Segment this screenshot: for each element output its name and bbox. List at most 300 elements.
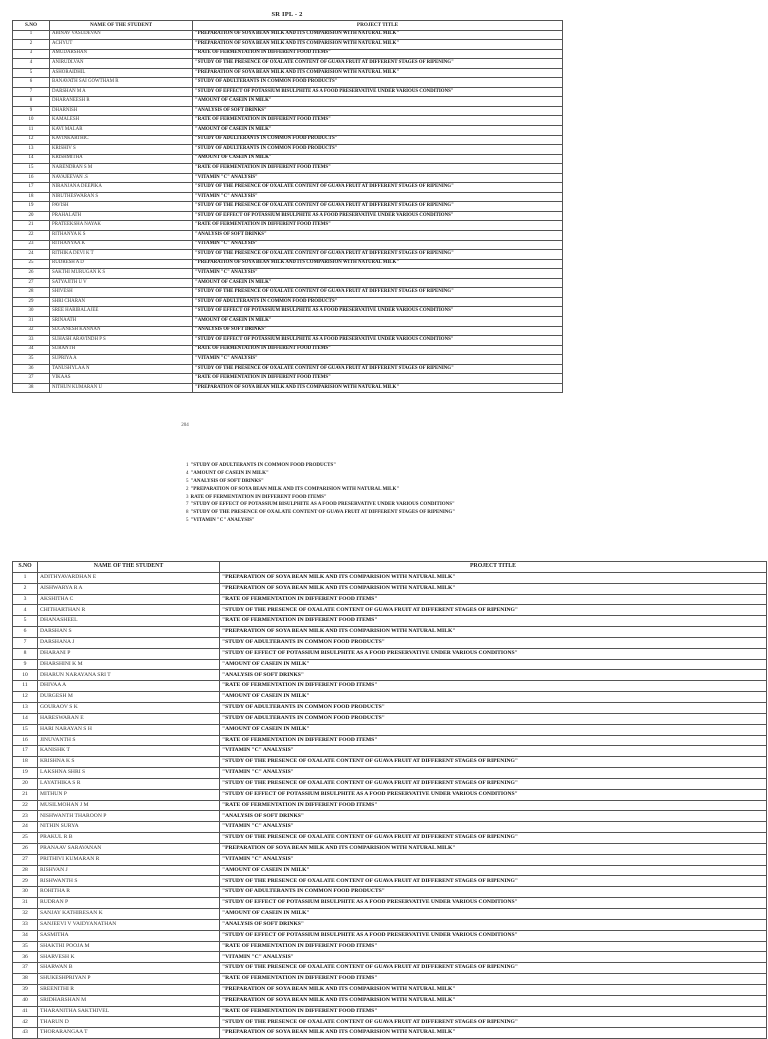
table-row	[13, 374, 563, 384]
student-name: NITHIN SURYA	[38, 822, 220, 833]
student-name: NITHUN KUMARAN U	[50, 383, 193, 393]
row-number: 24	[13, 822, 38, 833]
row-number: 4	[13, 605, 38, 616]
table-row	[13, 278, 563, 288]
student-name: SHRI CHARAN	[50, 297, 193, 307]
project-title: "RATE OF FERMENTATION IN DIFFERENT FOOD ITEMS"	[220, 594, 767, 605]
student-name: SRINAATH	[50, 316, 193, 326]
summary-line	[186, 486, 546, 494]
student-name: SHIVESH	[50, 288, 193, 298]
row-number: 19	[13, 202, 50, 212]
summary-project-title: "ANALYSIS OF SOFT DRINKS"	[190, 478, 264, 484]
table-row	[13, 192, 563, 202]
student-name: RUDRAN P	[38, 898, 220, 909]
table-row	[13, 822, 767, 833]
student-name: DHARUN NARAYANA SRI T	[38, 670, 220, 681]
row-number: 33	[13, 919, 38, 930]
row-number: 40	[13, 995, 38, 1006]
table-row	[13, 876, 767, 887]
table-header-row	[13, 562, 767, 573]
row-number: 22	[13, 231, 50, 241]
project-title: "STUDY OF THE PRESENCE OF OXALATE CONTENT OF GUAVA FRUIT AT DIFFERENT STAGES OF RIPENING"	[193, 202, 563, 212]
table-row	[13, 383, 563, 393]
row-number: 2	[13, 40, 50, 50]
table-row	[13, 930, 767, 941]
table-row	[13, 116, 563, 126]
row-number: 3	[13, 49, 50, 59]
summary-line	[186, 509, 546, 517]
student-name: SASMITHA	[38, 930, 220, 941]
table-row	[13, 1017, 767, 1028]
table-row	[13, 364, 563, 374]
row-number: 39	[13, 984, 38, 995]
summary-line	[186, 470, 546, 478]
project-title: "STUDY OF THE PRESENCE OF OXALATE CONTENT OF GUAVA FRUIT AT DIFFERENT STAGES OF RIPENING"	[193, 183, 563, 193]
student-name: DARSHAN M A	[50, 87, 193, 97]
student-name: GOURAOV S K	[38, 702, 220, 713]
table-row	[13, 637, 767, 648]
project-title: "STUDY OF THE PRESENCE OF OXALATE CONTENT OF GUAVA FRUIT AT DIFFERENT STAGES OF RIPENING"	[193, 364, 563, 374]
row-number: 18	[13, 757, 38, 768]
table-row	[13, 307, 563, 317]
table-row	[13, 316, 563, 326]
student-name: PRITHIVI KUMARAN R	[38, 854, 220, 865]
row-number: 24	[13, 250, 50, 260]
student-name: KAVINKARTHIC	[50, 135, 193, 145]
row-number: 8	[13, 648, 38, 659]
student-name: NIRUTHESWARAN S	[50, 192, 193, 202]
summary-count: 1	[186, 463, 189, 468]
project-title: "RATE OF FERMENTATION IN DIFFERENT FOOD ITEMS"	[220, 941, 767, 952]
student-name: PRAHALATH	[50, 211, 193, 221]
student-name: SREE HARIBALAJEE	[50, 307, 193, 317]
student-name: LAYATHIKA S R	[38, 778, 220, 789]
table-row	[13, 345, 563, 355]
student-name: RITHANYA K S	[50, 231, 193, 241]
table-row	[13, 702, 767, 713]
project-title: "PREPARATION OF SOYA BEAN MILK AND ITS COMPARISION WITH NATURAL MILK"	[220, 843, 767, 854]
row-number: 32	[13, 326, 50, 336]
project-title: "PREPARATION OF SOYA BEAN MILK AND ITS COMPARISION WITH NATURAL MILK"	[193, 30, 563, 40]
summary-line	[186, 494, 546, 502]
row-number: 28	[13, 288, 50, 298]
student-name: SHUKESHPRIYAN P	[38, 974, 220, 985]
row-number: 38	[13, 383, 50, 393]
project-title: "STUDY OF THE PRESENCE OF OXALATE CONTENT OF GUAVA FRUIT AT DIFFERENT STAGES OF RIPENING"	[220, 963, 767, 974]
row-number: 30	[13, 307, 50, 317]
summary-project-title: "STUDY OF THE PRESENCE OF OXALATE CONTENT OF GUAVA FRUIT AT DIFFERENT STAGES OF RIPENING"	[190, 510, 456, 516]
student-name: SANJAY KATHIRESAN K	[38, 909, 220, 920]
row-number: 1	[13, 30, 50, 40]
row-number: 37	[13, 963, 38, 974]
student-name: RITHANYAA K	[50, 240, 193, 250]
project-title: "STUDY OF ADULTERANTS IN COMMON FOOD PRODUCTS"	[193, 78, 563, 88]
project-title: "STUDY OF THE PRESENCE OF OXALATE CONTENT OF GUAVA FRUIT AT DIFFERENT STAGES OF RIPENING"	[220, 605, 767, 616]
table-row	[13, 202, 563, 212]
student-name: HARESWARAN E	[38, 713, 220, 724]
row-number: 8	[13, 97, 50, 107]
student-name: AISHWARYA R A	[38, 583, 220, 594]
table-row	[13, 221, 563, 231]
row-number: 14	[13, 154, 50, 164]
student-name: SUHASH ARAVINDH P S	[50, 336, 193, 346]
student-name: KRISHNA K S	[38, 757, 220, 768]
table-row	[13, 887, 767, 898]
table-row	[13, 843, 767, 854]
row-number: 35	[13, 941, 38, 952]
sno-header: S.NO	[13, 562, 38, 573]
project-title: "PREPARATION OF SOYA BEAN MILK AND ITS COMPARISION WITH NATURAL MILK"	[220, 583, 767, 594]
project-title: "STUDY OF ADULTERANTS IN COMMON FOOD PRODUCTS"	[220, 702, 767, 713]
table-row	[13, 605, 767, 616]
project-title: "STUDY OF THE PRESENCE OF OXALATE CONTENT OF GUAVA FRUIT AT DIFFERENT STAGES OF RIPENING"	[193, 250, 563, 260]
row-number: 18	[13, 192, 50, 202]
student-name: LAKSHNA SHRI S	[38, 768, 220, 779]
row-number: 41	[13, 1006, 38, 1017]
table-row	[13, 995, 767, 1006]
table-row	[13, 952, 767, 963]
student-name: SURANTH	[50, 345, 193, 355]
project-title: "STUDY OF THE PRESENCE OF OXALATE CONTENT OF GUAVA FRUIT AT DIFFERENT STAGES OF RIPENING"	[220, 833, 767, 844]
project-title: "RATE OF FERMENTATION IN DIFFERENT FOOD ITEMS"	[220, 735, 767, 746]
row-number: 6	[13, 78, 50, 88]
row-number: 34	[13, 345, 50, 355]
table-row	[13, 30, 563, 40]
project-title: "PREPARATION OF SOYA BEAN MILK AND ITS COMPARISION WITH NATURAL MILK"	[193, 68, 563, 78]
row-number: 15	[13, 724, 38, 735]
project-title: "PREPARATION OF SOYA BEAN MILK AND ITS COMPARISION WITH NATURAL MILK"	[193, 259, 563, 269]
project-title: "VITAMIN "C" ANALYSIS"	[193, 173, 563, 183]
student-name: KAMALESH	[50, 116, 193, 126]
student-name: SHARVESH K	[38, 952, 220, 963]
row-number: 16	[13, 735, 38, 746]
row-number: 29	[13, 297, 50, 307]
student-name: VIKAAS	[50, 374, 193, 384]
student-project-table-1	[12, 20, 563, 393]
table-row	[13, 40, 563, 50]
student-name: SHARWAN B	[38, 963, 220, 974]
row-number: 7	[13, 87, 50, 97]
table-row	[13, 336, 563, 346]
table-row	[13, 648, 767, 659]
project-title: "STUDY OF THE PRESENCE OF OXALATE CONTENT OF GUAVA FRUIT AT DIFFERENT STAGES OF RIPENING"	[193, 59, 563, 69]
row-number: 38	[13, 974, 38, 985]
summary-count: 7	[186, 502, 189, 508]
project-title: "RATE OF FERMENTATION IN DIFFERENT FOOD ITEMS"	[193, 345, 563, 355]
table-row	[13, 681, 767, 692]
table-row	[13, 909, 767, 920]
student-name: DHANASHEEL	[38, 616, 220, 627]
table-row	[13, 164, 563, 174]
project-title: "STUDY OF ADULTERANTS IN COMMON FOOD PRODUCTS"	[193, 145, 563, 155]
summary-count: 5	[186, 478, 189, 484]
table-row	[13, 1028, 767, 1039]
project-title: "VITAMIN "C" ANALYSIS"	[193, 355, 563, 365]
summary-project-title: "STUDY OF EFFECT OF POTASSIUM BISULPHITE AS A FOOD PRESERVATIVE UNDER VARIOUS CONDITIONS"	[190, 502, 455, 508]
summary-project-title: RATE OF FERMENTATION IN DIFFERENT FOOD ITEMS"	[190, 494, 327, 500]
page-number: 204	[181, 423, 189, 428]
row-number: 22	[13, 800, 38, 811]
row-number: 25	[13, 833, 38, 844]
project-title: "AMOUNT OF CASEIN IN MILK"	[220, 909, 767, 920]
row-number: 26	[13, 269, 50, 279]
student-name: THARUN D	[38, 1017, 220, 1028]
row-number: 42	[13, 1017, 38, 1028]
summary-project-title: "STUDY OF ADULTERANTS IN COMMON FOOD PRODUCTS"	[190, 463, 337, 468]
student-name: AKSHITHA C	[38, 594, 220, 605]
table-row	[13, 919, 767, 930]
student-name: NIRANJANA DEEPIKA	[50, 183, 193, 193]
summary-count: 4	[186, 470, 189, 476]
project-title: "ANALYSIS OF SOFT DRINKS"	[193, 231, 563, 241]
table-row	[13, 692, 767, 703]
student-name: TANUSHYLAA N	[50, 364, 193, 374]
row-number: 43	[13, 1028, 38, 1039]
student-project-table-2	[12, 561, 767, 1039]
student-name: PRAKUL R B	[38, 833, 220, 844]
project-title: "STUDY OF EFFECT OF POTASSIUM BISULPHITE AS A FOOD PRESERVATIVE UNDER VARIOUS CONDITIONS"	[193, 87, 563, 97]
table-row	[13, 974, 767, 985]
row-number: 21	[13, 221, 50, 231]
table-row	[13, 670, 767, 681]
student-name: ANIRUDLVAN	[50, 59, 193, 69]
project-title: "PREPARATION OF SOYA BEAN MILK AND ITS COMPARISION WITH NATURAL MILK"	[220, 984, 767, 995]
table-row	[13, 68, 563, 78]
table-row	[13, 768, 767, 779]
student-name: AMUDARSHAN	[50, 49, 193, 59]
project-title: "PREPARATION OF SOYA BEAN MILK AND ITS COMPARISION WITH NATURAL MILK"	[193, 40, 563, 50]
row-number: 27	[13, 854, 38, 865]
student-name-header: NAME OF THE STUDENT	[50, 21, 193, 31]
project-title: "STUDY OF THE PRESENCE OF OXALATE CONTENT OF GUAVA FRUIT AT DIFFERENT STAGES OF RIPENING"	[220, 876, 767, 887]
student-name: THARANITHA SAKTHIVEL	[38, 1006, 220, 1017]
row-number: 31	[13, 316, 50, 326]
student-name: KAVI MALAR	[50, 126, 193, 136]
student-name: DARSHAN S	[38, 627, 220, 638]
student-name: CHITHARTHAN R	[38, 605, 220, 616]
row-number: 17	[13, 183, 50, 193]
project-title: "STUDY OF ADULTERANTS IN COMMON FOOD PRODUCTS"	[220, 887, 767, 898]
project-title: "STUDY OF ADULTERANTS IN COMMON FOOD PRODUCTS"	[220, 637, 767, 648]
student-name: NISHWANTH THAROON P	[38, 811, 220, 822]
project-title: "VITAMIN "C" ANALYSIS"	[193, 240, 563, 250]
project-title: "STUDY OF EFFECT OF POTASSIUM BISULPHITE AS A FOOD PRESERVATIVE UNDER VARIOUS CONDITIONS"	[193, 211, 563, 221]
project-title: "STUDY OF THE PRESENCE OF OXALATE CONTENT OF GUAVA FRUIT AT DIFFERENT STAGES OF RIPENING"	[220, 757, 767, 768]
sno-header: S.NO	[13, 21, 50, 31]
project-title: "STUDY OF ADULTERANTS IN COMMON FOOD PRODUCTS"	[193, 297, 563, 307]
table-row	[13, 326, 563, 336]
row-number: 29	[13, 876, 38, 887]
table-row	[13, 833, 767, 844]
project-title: "RATE OF FERMENTATION IN DIFFERENT FOOD ITEMS"	[220, 800, 767, 811]
table-row	[13, 572, 767, 583]
table-row	[13, 778, 767, 789]
row-number: 33	[13, 336, 50, 346]
row-number: 31	[13, 898, 38, 909]
project-title: "RATE OF FERMENTATION IN DIFFERENT FOOD ITEMS"	[193, 49, 563, 59]
row-number: 14	[13, 713, 38, 724]
table-row	[13, 78, 563, 88]
row-number: 10	[13, 116, 50, 126]
table-row	[13, 659, 767, 670]
table-row	[13, 231, 563, 241]
table-row	[13, 713, 767, 724]
row-number: 37	[13, 374, 50, 384]
student-name: DHARNISH	[50, 106, 193, 116]
summary-count: 8	[186, 510, 189, 516]
row-number: 1	[13, 572, 38, 583]
student-name: RITHIKA DEVI K T	[50, 250, 193, 260]
project-title: "STUDY OF THE PRESENCE OF OXALATE CONTENT OF GUAVA FRUIT AT DIFFERENT STAGES OF RIPENING"	[220, 1017, 767, 1028]
row-number: 20	[13, 211, 50, 221]
table-row	[13, 49, 563, 59]
row-number: 17	[13, 746, 38, 757]
project-title: "VITAMIN "C" ANALYSIS"	[220, 854, 767, 865]
student-name: SAKTHI MURUGAN K S	[50, 269, 193, 279]
row-number: 20	[13, 778, 38, 789]
project-title: "STUDY OF THE PRESENCE OF OXALATE CONTENT OF GUAVA FRUIT AT DIFFERENT STAGES OF RIPENING"	[193, 288, 563, 298]
row-number: 35	[13, 355, 50, 365]
student-name: KRISHMITHA	[50, 154, 193, 164]
table-row	[13, 211, 563, 221]
table-row	[13, 800, 767, 811]
project-title: "AMOUNT OF CASEIN IN MILK"	[193, 154, 563, 164]
student-name: MITHUN P	[38, 789, 220, 800]
table-row	[13, 250, 563, 260]
student-name: DHIVAA A	[38, 681, 220, 692]
table-row	[13, 735, 767, 746]
student-name: RUDRESH A D	[50, 259, 193, 269]
project-title: "RATE OF FERMENTATION IN DIFFERENT FOOD ITEMS"	[193, 221, 563, 231]
project-title: "VITAMIN "C" ANALYSIS"	[220, 746, 767, 757]
student-name: SREENITHI R	[38, 984, 220, 995]
project-title: "STUDY OF EFFECT OF POTASSIUM BISULPHITE AS A FOOD PRESERVATIVE UNDER VARIOUS CONDITIONS"	[193, 307, 563, 317]
project-title: "ANALYSIS OF SOFT DRINKS"	[193, 106, 563, 116]
row-number: 23	[13, 811, 38, 822]
student-name: JINUVANTH S	[38, 735, 220, 746]
project-title: "RATE OF FERMENTATION IN DIFFERENT FOOD ITEMS"	[220, 681, 767, 692]
table-row	[13, 269, 563, 279]
project-title: "AMOUNT OF CASEIN IN MILK"	[220, 692, 767, 703]
project-title: "ANALYSIS OF SOFT DRINKS"	[193, 326, 563, 336]
table-row	[13, 145, 563, 155]
project-title: "VITAMIN "C" ANALYSIS"	[220, 952, 767, 963]
table-row	[13, 811, 767, 822]
student-name: SATYAJITH U V	[50, 278, 193, 288]
project-title: "PREPARATION OF SOYA BEAN MILK AND ITS COMPARISION WITH NATURAL MILK"	[193, 383, 563, 393]
summary-project-title: "PREPARATION OF SOYA BEAN MILK AND ITS COMPARISION WITH NATURAL MILK"	[190, 486, 400, 492]
summary-project-title: "VITAMIN "C" ANALYSIS"	[190, 518, 255, 524]
table-row	[13, 135, 563, 145]
project-title: "STUDY OF EFFECT OF POTASSIUM BISULPHITE AS A FOOD PRESERVATIVE UNDER VARIOUS CONDITIONS"	[220, 789, 767, 800]
table-row	[13, 746, 767, 757]
project-title: "AMOUNT OF CASEIN IN MILK"	[193, 316, 563, 326]
student-name: KRISHIV S	[50, 145, 193, 155]
project-title: "RATE OF FERMENTATION IN DIFFERENT FOOD ITEMS"	[193, 116, 563, 126]
row-number: 13	[13, 145, 50, 155]
student-name: DURGESH M	[38, 692, 220, 703]
project-title: "RATE OF FERMENTATION IN DIFFERENT FOOD ITEMS"	[220, 974, 767, 985]
row-number: 7	[13, 637, 38, 648]
project-title: "ANALYSIS OF SOFT DRINKS"	[220, 919, 767, 930]
student-name: DHARANEESH R	[50, 97, 193, 107]
project-title: "STUDY OF EFFECT OF POTASSIUM BISULPHITE AS A FOOD PRESERVATIVE UNDER VARIOUS CONDITIONS"	[220, 930, 767, 941]
table-row	[13, 297, 563, 307]
student-name: ABINAV VASUDEVAN	[50, 30, 193, 40]
project-title: "AMOUNT OF CASEIN IN MILK"	[193, 278, 563, 288]
project-title: "AMOUNT OF CASEIN IN MILK"	[220, 865, 767, 876]
table-row	[13, 240, 563, 250]
row-number: 3	[13, 594, 38, 605]
table-row	[13, 355, 563, 365]
row-number: 19	[13, 768, 38, 779]
project-title: "VITAMIN "C" ANALYSIS"	[220, 768, 767, 779]
summary-count: 3	[186, 494, 189, 500]
student-name: PAVISH	[50, 202, 193, 212]
project-title-header: PROJECT TITLE	[220, 562, 767, 573]
project-title: "RATE OF FERMENTATION IN DIFFERENT FOOD ITEMS"	[193, 374, 563, 384]
table-row	[13, 59, 563, 69]
table-row	[13, 724, 767, 735]
summary-count: 5	[186, 518, 189, 524]
project-title: "PREPARATION OF SOYA BEAN MILK AND ITS COMPARISION WITH NATURAL MILK"	[220, 1028, 767, 1039]
student-name: RISHWANTH S	[38, 876, 220, 887]
row-number: 11	[13, 126, 50, 136]
student-name: HARI NARAYAN S H	[38, 724, 220, 735]
row-number: 16	[13, 173, 50, 183]
table-row	[13, 865, 767, 876]
project-title-header: PROJECT TITLE	[193, 21, 563, 31]
table-row	[13, 963, 767, 974]
row-number: 5	[13, 68, 50, 78]
summary-line	[186, 462, 546, 470]
table-row	[13, 288, 563, 298]
document-title: SR IPL - 2	[271, 11, 303, 18]
project-title: "STUDY OF ADULTERANTS IN COMMON FOOD PRODUCTS"	[220, 713, 767, 724]
project-title: "STUDY OF EFFECT OF POTASSIUM BISULPHITE AS A FOOD PRESERVATIVE UNDER VARIOUS CONDITIONS"	[193, 336, 563, 346]
table-row	[13, 87, 563, 97]
row-number: 28	[13, 865, 38, 876]
table-row	[13, 789, 767, 800]
row-number: 5	[13, 616, 38, 627]
project-title: "VITAMIN "C" ANALYSIS"	[220, 822, 767, 833]
table-row	[13, 898, 767, 909]
project-title: "VITAMIN "C" ANALYSIS"	[193, 192, 563, 202]
table-row	[13, 984, 767, 995]
table-row	[13, 259, 563, 269]
project-title: "PREPARATION OF SOYA BEAN MILK AND ITS COMPARISION WITH NATURAL MILK"	[220, 995, 767, 1006]
project-title: "AMOUNT OF CASEIN IN MILK"	[220, 724, 767, 735]
table-row	[13, 583, 767, 594]
row-number: 34	[13, 930, 38, 941]
student-name: NAVAJEEVAN .S	[50, 173, 193, 183]
table-row	[13, 854, 767, 865]
student-name: DARSHANA J	[38, 637, 220, 648]
row-number: 25	[13, 259, 50, 269]
row-number: 36	[13, 952, 38, 963]
project-title: "ANALYSIS OF SOFT DRINKS"	[220, 670, 767, 681]
student-name: PRANAAV SARAVANAN	[38, 843, 220, 854]
row-number: 13	[13, 702, 38, 713]
row-number: 32	[13, 909, 38, 920]
student-name: SRIDHARSHAN M	[38, 995, 220, 1006]
row-number: 27	[13, 278, 50, 288]
project-title: "ANALYSIS OF SOFT DRINKS"	[220, 811, 767, 822]
row-number: 12	[13, 692, 38, 703]
row-number: 30	[13, 887, 38, 898]
row-number: 21	[13, 789, 38, 800]
student-name: SHAKTHI POOJA M	[38, 941, 220, 952]
